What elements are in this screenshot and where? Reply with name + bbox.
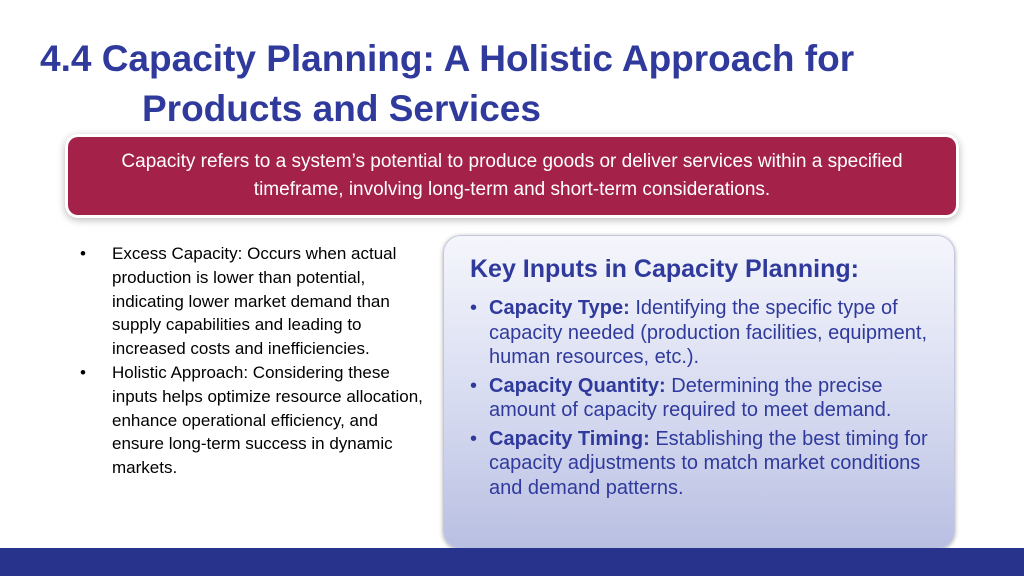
key-inputs-box [443, 235, 955, 549]
list-item-holistic-approach [70, 361, 430, 480]
key-input-description: Determining the precise amount of capacity required to meet demand. [489, 374, 892, 421]
list-item-text: Holistic Approach: Considering these inputs helps optimize resource allocation, enhance operational efficiency, and ensure long-term success in dynamic markets. [112, 362, 423, 478]
list-item-text: Excess Capacity: Occurs when actual production is lower than potential, indicating lower market demand than supply capabilities and leading to increased costs and inefficiencies. [112, 244, 397, 359]
bullet-icon: • [80, 244, 86, 263]
list-item-excess-capacity [70, 242, 430, 361]
footer-bar [0, 548, 1024, 576]
left-bullet-list [70, 242, 430, 480]
slide-title-line-2: Products and Services [142, 88, 541, 129]
key-input-description: Establishing the best timing for capacity adjustments to match market conditions and demand patterns. [489, 427, 928, 499]
key-inputs-title: Key Inputs in Capacity Planning: [470, 255, 859, 283]
key-inputs-list [468, 296, 938, 504]
bullet-icon: • [470, 297, 478, 319]
list-item-capacity-quantity [468, 374, 938, 423]
bullet-icon: • [470, 374, 478, 397]
bullet-icon: • [80, 362, 86, 382]
list-item-capacity-type [468, 296, 938, 370]
key-input-term: Capacity Timing: [489, 427, 650, 450]
key-input-term: Capacity Type: [489, 297, 630, 319]
slide-title [40, 34, 1000, 134]
definition-banner: Capacity refers to a system’s potential to produce goods or deliver services within a specified timeframe, involving long-term and short-term considerations. [68, 137, 956, 215]
bullet-icon: • [470, 427, 478, 450]
key-input-term: Capacity Quantity: [489, 374, 666, 397]
slide-title-line-1: 4.4 Capacity Planning: A Holistic Approach for [40, 38, 855, 79]
key-input-description: Identifying the specific type of capacity needed (production facilities, equipment, human resources, etc.). [489, 297, 928, 368]
list-item-capacity-timing [468, 427, 938, 501]
